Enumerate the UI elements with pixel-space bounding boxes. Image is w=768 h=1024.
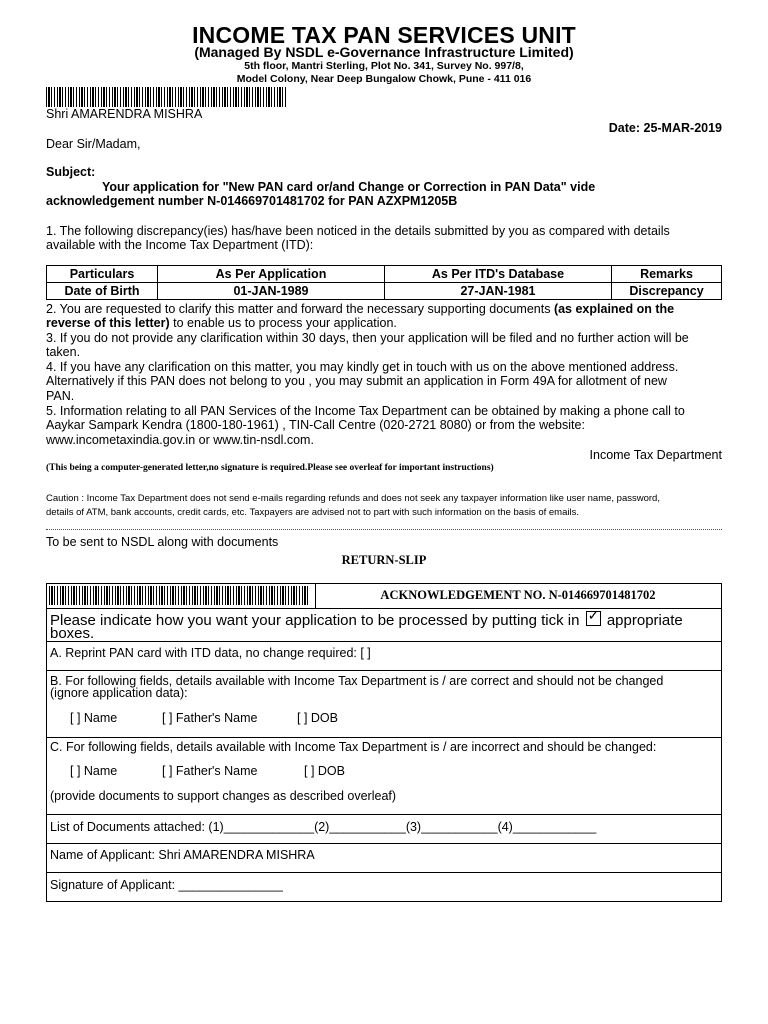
option-a-row [47,642,721,671]
para1-line-2: available with the Income Tax Department (ITD): [46,238,314,252]
address-line-1: 5th floor, Mantri Sterling, Plot No. 341, Survey No. 997/8, [244,60,524,72]
para4-line-2: Alternatively if this PAN does not belong to you , you may submit an application in Form 49A for allotment of new [46,374,667,388]
discrepancy-table [46,265,722,300]
instruction-text: Please indicate how you want your application to be processed by putting tick in [50,612,580,629]
option-c-father-checkbox[interactable]: [ ] Father's Name [162,764,258,778]
documents-row [47,815,721,844]
option-c-row [47,738,721,815]
letter-date: Date: 25-MAR-2019 [608,121,722,135]
table-cell: 27-JAN-1981 [385,283,612,300]
subject-line-2: acknowledgement number N-014669701481702 for PAN AZXPM1205B [46,194,458,208]
table-cell: Discrepancy [612,283,722,300]
slip-instruction [50,607,683,629]
recipient-name: Shri AMARENDRA MISHRA [46,107,203,121]
address-line-2: Model Colony, Near Deep Bungalow Chowk, Pune - 411 016 [236,73,532,85]
table-row [47,283,722,300]
slip-ack-row [47,584,721,609]
table-header-row [47,266,722,283]
subject-line-1: Your application for "New PAN card or/and Change or Correction in PAN Data" vide [102,180,596,194]
letterhead-subtitle: (Managed By NSDL e-Governance Infrastructure Limited) [194,44,574,60]
para3-line-2: taken. [46,345,81,359]
barcode [46,87,286,107]
send-note: To be sent to NSDL along with documents [46,535,279,549]
table-cell: 01-JAN-1989 [158,283,385,300]
para2-text-a: 2. You are requested to clarify this matter and forward the necessary supporting documents [46,302,554,316]
signoff: Income Tax Department [589,448,722,462]
para3-line-1: 3. If you do not provide any clarification within 30 days, then your application will be filed and no further action will be [46,331,689,345]
applicant-name-row [47,844,721,873]
option-b-row [47,671,721,738]
option-b-line-2: (ignore application data): [50,686,188,700]
instruction-text-c: boxes. [50,625,95,642]
table-header: As Per ITD's Database [385,266,612,283]
para2-line-2 [46,316,397,331]
documents-attached-field[interactable]: List of Documents attached: (1)_____________(2)___________(3)___________(4)____________ [50,820,597,834]
para2-bold-2: reverse of this letter) [46,316,170,330]
option-c-dob-checkbox[interactable]: [ ] DOB [304,764,345,778]
option-b-father-checkbox[interactable]: [ ] Father's Name [162,711,258,725]
option-b-name-checkbox[interactable]: [ ] Name [70,711,118,725]
para2-text-b: to enable us to process your application. [169,316,397,330]
para1-line-1: 1. The following discrepancy(ies) has/have been noticed in the details submitted by you as compared with details [46,224,670,238]
salutation: Dear Sir/Madam, [46,137,141,151]
para2-line-1 [46,302,674,317]
signature-row [47,873,721,901]
subject-label: Subject: [46,165,96,179]
para4-line-1: 4. If you have any clarification on this matter, you may kindly get in touch with us on the above mentioned address. [46,360,679,374]
instruction-text-b: appropriate [606,612,683,629]
checkbox-icon [586,607,601,626]
computer-generated-note: (This being a computer-generated letter,no signature is required.Please see overleaf for important instructions) [46,463,494,473]
option-b-dob-checkbox[interactable]: [ ] DOB [297,711,338,725]
return-slip-form [46,583,722,902]
signature-field[interactable]: Signature of Applicant: _______________ [50,878,283,892]
option-c-note: (provide documents to support changes as described overleaf) [50,789,397,803]
caution-line-1: Caution : Income Tax Department does not send e-mails regarding refunds and does not seek any taxpayer information like user name, password, [46,493,660,504]
para5-line-3: www.incometaxindia.gov.in or www.tin-nsdl.com. [46,433,314,447]
tick-icon: ✓ [587,607,600,623]
cut-line [46,529,722,530]
table-header: Particulars [47,266,158,283]
applicant-name: Name of Applicant: Shri AMARENDRA MISHRA [50,848,315,862]
option-a[interactable]: A. Reprint PAN card with ITD data, no change required: [ ] [50,646,371,660]
table-header: Remarks [612,266,722,283]
para5-line-2: Aaykar Sampark Kendra (1800-180-1961) , TIN-Call Centre (020-2721 8080) or from the website: [46,418,585,432]
slip-barcode [49,586,309,605]
slip-instruction-row [47,609,721,642]
return-slip-heading: RETURN-SLIP [341,553,427,567]
para4-line-3: PAN. [46,389,75,403]
option-c-name-checkbox[interactable]: [ ] Name [70,764,118,778]
option-b-line-1: B. For following fields, details available with Income Tax Department is / are correct and should not be changed [50,674,664,688]
acknowledgement-number: ACKNOWLEDGEMENT NO. N-014669701481702 [380,588,656,602]
para5-line-1: 5. Information relating to all PAN Services of the Income Tax Department can be obtained by making a phone call to [46,404,685,418]
letterhead-title: INCOME TAX PAN SERVICES UNIT [192,22,576,48]
table-cell: Date of Birth [47,283,158,300]
para2-bold-1: (as explained on the [553,302,675,316]
caution-line-2: details of ATM, bank accounts, credit cards, etc. Taxpayers are advised not to part with such information on the basis of emails. [46,507,579,518]
table-header: As Per Application [158,266,385,283]
option-c-line-1: C. For following fields, details available with Income Tax Department is / are incorrect and should be changed: [50,740,657,754]
